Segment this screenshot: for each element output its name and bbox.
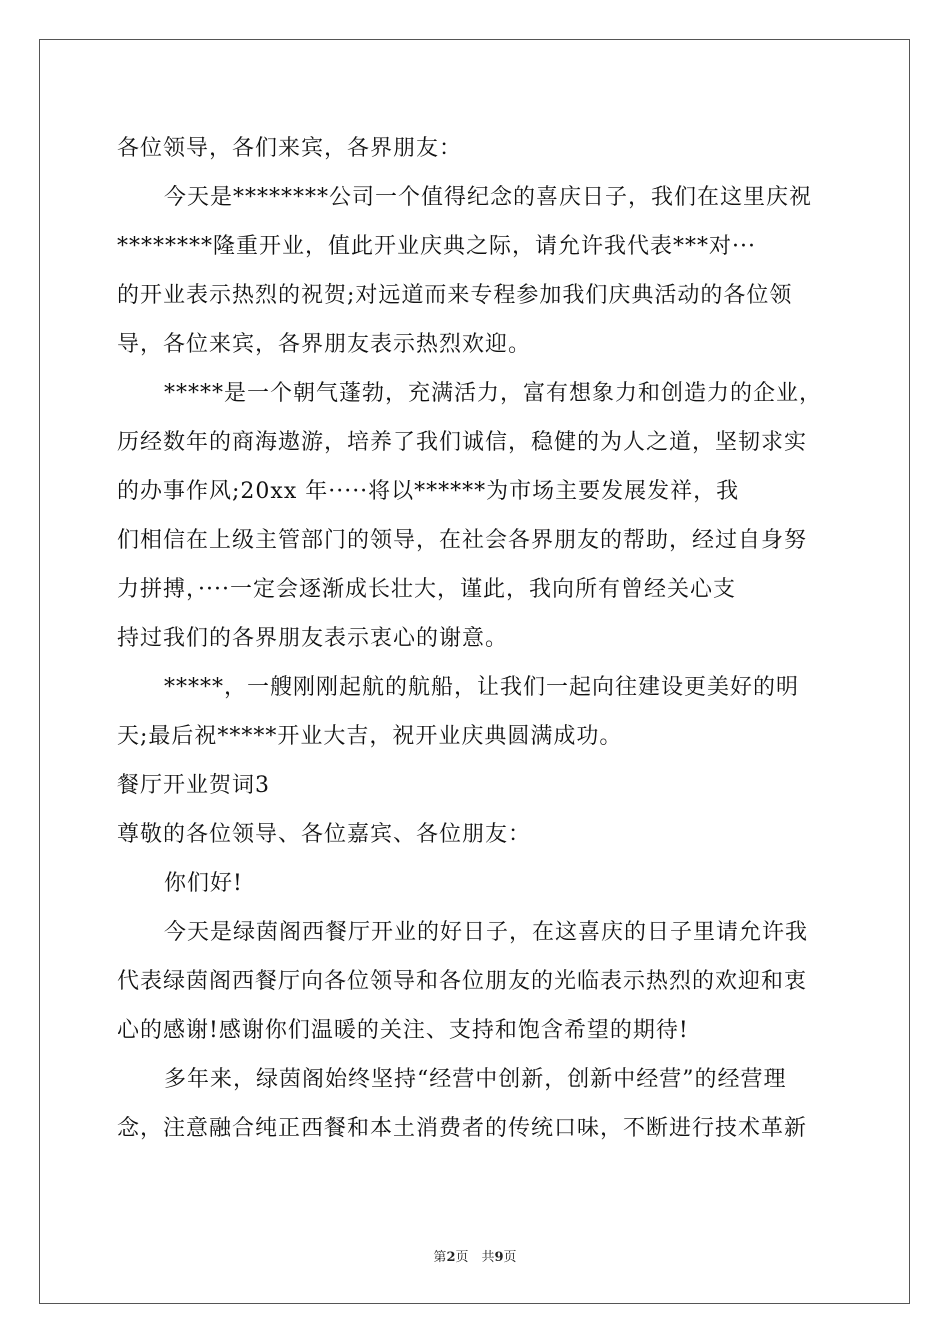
text-line: 今天是********公司一个值得纪念的喜庆日子，我们在这里庆祝 — [164, 185, 813, 210]
text-line: 导，各位来宾，各界朋友表示热烈欢迎。 — [117, 332, 532, 357]
document-body — [117, 124, 837, 1153]
page-total: 9 — [494, 1250, 504, 1265]
text-line: 历经数年的商海遨游，培养了我们诚信，稳健的为人之道，坚韧求实 — [117, 430, 808, 455]
greeting: 你们好! — [164, 871, 243, 896]
text-line: 力拼搏，····一定会逐渐成长壮大，谨此，我向所有曾经关心支 — [117, 577, 736, 602]
text-line: 们相信在上级主管部门的领导，在社会各界朋友的帮助，经过自身努 — [117, 528, 808, 553]
text-line: 今天是绿茵阁西餐厅开业的好日子，在这喜庆的日子里请允许我 — [164, 920, 809, 945]
page-footer — [0, 1246, 950, 1265]
text-line: 的开业表示热烈的祝贺;对远道而来专程参加我们庆典活动的各位领 — [117, 283, 793, 308]
text-line: ********隆重开业，值此开业庆典之际，请允许我代表***对··· — [117, 234, 756, 259]
page-current: 2 — [446, 1250, 456, 1265]
section-heading: 餐厅开业贺词3 — [117, 773, 270, 798]
page-prefix: 第 — [433, 1250, 447, 1265]
text-line: 的办事作风;20xx 年·····将以******为市场主要发展发祥，我 — [117, 479, 740, 504]
salutation: 尊敬的各位领导、各位嘉宾、各位朋友： — [117, 822, 532, 847]
page-suffix: 页 — [503, 1250, 517, 1265]
text-line: 念，注意融合纯正西餐和本土消费者的传统口味，不断进行技术革新 — [117, 1116, 808, 1141]
text-line: 持过我们的各界朋友表示衷心的谢意。 — [117, 626, 509, 651]
text-line: 代表绿茵阁西餐厅向各位领导和各位朋友的光临表示热烈的欢迎和衷 — [117, 969, 808, 994]
text-line: *****是一个朝气蓬勃，充满活力，富有想象力和创造力的企业， — [164, 381, 823, 406]
text-line: 天;最后祝*****开业大吉，祝开业庆典圆满成功。 — [117, 724, 623, 749]
text-line: *****，一艘刚刚起航的航船，让我们一起向往建设更美好的明 — [164, 675, 800, 700]
text-line: 各位领导，各们来宾，各界朋友： — [117, 136, 463, 161]
text-line: 多年来，绿茵阁始终坚持“经营中创新，创新中经营”的经营理 — [164, 1067, 787, 1092]
page-mid: 页 共 — [455, 1250, 495, 1265]
text-line: 心的感谢!感谢你们温暖的关注、支持和饱含希望的期待! — [117, 1018, 689, 1043]
